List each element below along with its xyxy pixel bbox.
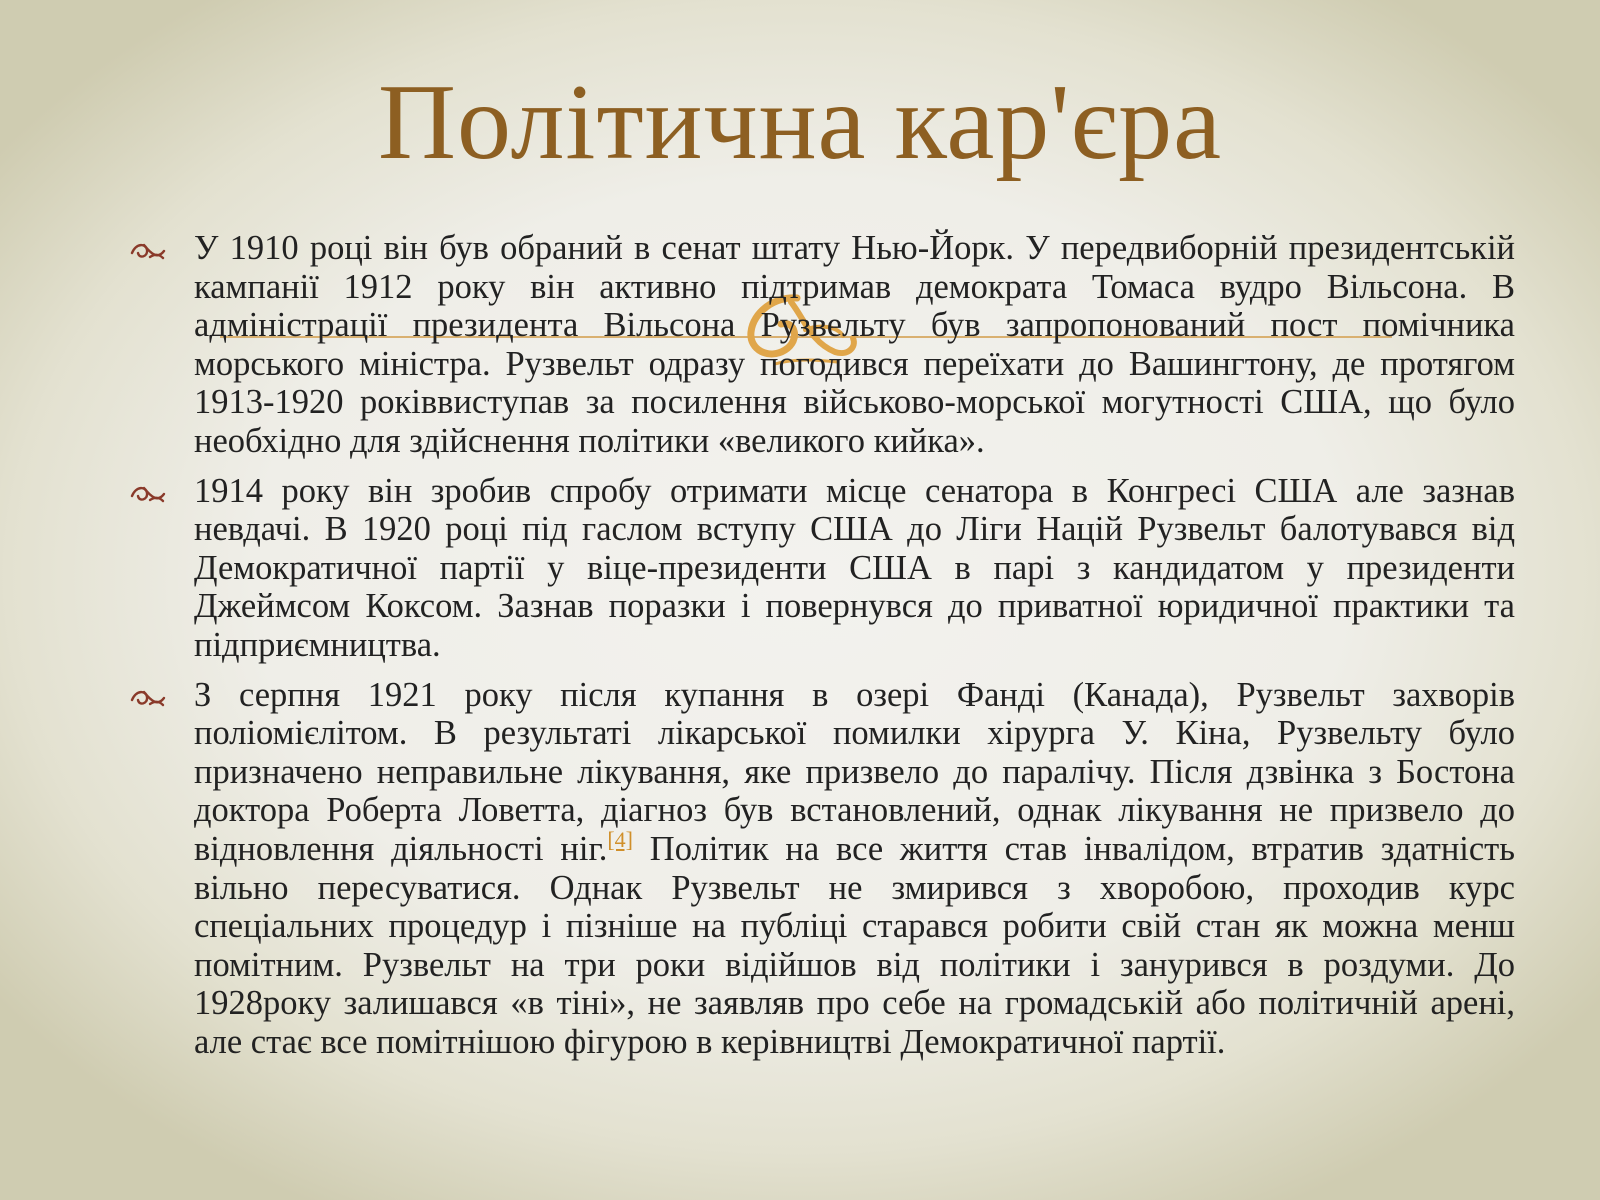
list-item-text: У 1910 році він був обраний в сенат штату Нью-Йорк. У передвиборній президентській кампанії 1912 року він активно підтримав демократа Томаса вудро Вільсона. В адміністрації президента Вільсона Рузвельту був запропонований пост помічника морського міністра. Рузвельт одразу погодився переїхати до Вашингтону, де протягом 1913-1920 роківвиступав за посилення військово-морської могутності США, що було необхідно для здійснення політики «великого кийка». [194, 229, 1515, 460]
footnote-link[interactable]: [4] [607, 826, 633, 852]
list-item-text-part: Політик на все життя став інвалідом, втратив здатність вільно пересуватися. Однак Рузвельт не змирився з хворобою, проходив курс спеціальних процедур і пізніше на публіці старався робити свій стан як можна менш помітним. Рузвельт на три роки відійшов від політики і занурився в роздуми. До 1928року залишався «в тіні», не заявляв про себе на громадській або політичній арені, але стає все помітнішою фігурою в керівництві Демократичної партії. [194, 829, 1515, 1061]
slide-title: Політична кар'єра [377, 63, 1223, 182]
list-item-text-part: З серпня 1921 року після купання в озері Фанді (Канада), Рузвельт захворів поліомієлітом. В результаті лікарської помилки хірурга У. Кіна, Рузвельту було призначено неправильне лікування, яке призвело до паралічу. Після дзвінка з Бостона доктора Роберта Ловетта, діагноз був встановлений, однак лікування не призвело до відновлення діяльності ніг. [194, 675, 1515, 868]
list-item-text: 1914 року він зробив спробу отримати місце сенатора в Конгресі США але зазнав невдачі. В 1920 році під гаслом вступу США до Ліги Націй Рузвельт балотувався від Демократичної партії у віце-президенти США в парі з кандидатом у президенти Джеймсом Коксом. Зазнав поразки і повернувся до приватної юридичної практики та підприємництва. [194, 471, 1515, 664]
swirl-bullet-icon [130, 686, 166, 708]
list-item [130, 229, 1515, 461]
list-item [130, 676, 1515, 1062]
list-item-text [194, 676, 1515, 1062]
swirl-bullet-icon [130, 482, 166, 504]
list-item [130, 472, 1515, 665]
bullet-list [130, 229, 1515, 1072]
swirl-bullet-icon [130, 239, 166, 261]
